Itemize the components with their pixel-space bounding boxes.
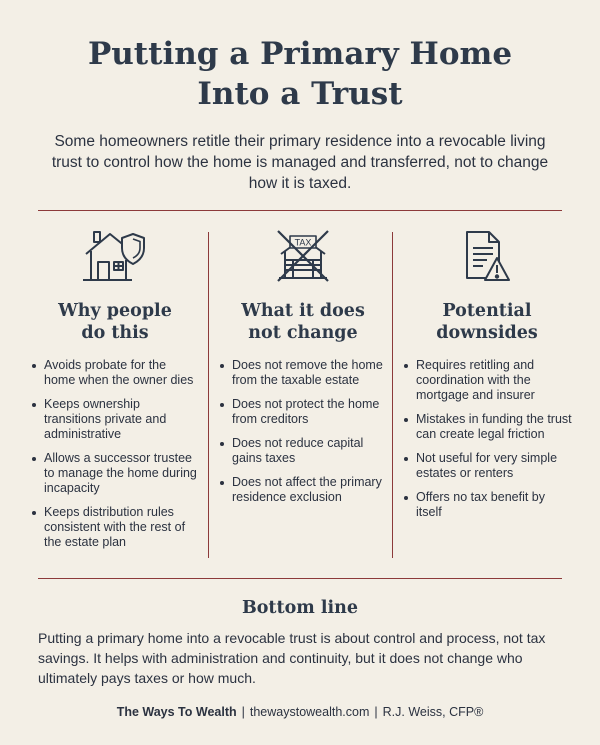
intro-paragraph: Some homeowners retitle their primary residence into a revocable living trust to control how the home is managed and transferred, not to change how it is taxed. (51, 133, 549, 192)
list-item: Does not affect the primary residence exclusion (218, 475, 388, 505)
footer-site: thewaystowealth.com (249, 705, 370, 719)
house-shield-icon (80, 226, 150, 284)
bottom-line-text: Putting a primary home into a revocable trust is about control and process, not tax savings. It helps with administration and continuity, but it does not change who ultimately pays taxes or how much. (38, 630, 546, 686)
tax-crossed-icon (273, 226, 333, 286)
top-divider (38, 210, 562, 211)
title-line-1: Putting a Primary Home (87, 36, 513, 72)
unchanged-list (218, 358, 388, 505)
column-why (30, 226, 200, 559)
reasons-list (30, 358, 200, 550)
list-item: Does not protect the home from creditors (218, 397, 388, 427)
column-heading: What it does not change (241, 301, 365, 343)
list-item: Requires retitling and coordination with the mortgage and insurer (402, 358, 572, 403)
list-item: Keeps ownership transitions private and administrative (30, 397, 200, 442)
footer-brand: The Ways To Wealth (116, 705, 237, 719)
column-divider-1 (208, 232, 209, 558)
list-item: Offers no tax benefit by itself (402, 490, 572, 520)
title-line-2: Into a Trust (197, 76, 403, 112)
list-item: Does not reduce capital gains taxes (218, 436, 388, 466)
column-heading: Potential downsides (436, 301, 538, 343)
tax-icon-label: TAX (294, 237, 312, 248)
bottom-line-heading: Bottom line (241, 598, 359, 618)
footer-separator: | (241, 705, 245, 719)
footer (0, 705, 600, 719)
bottom-divider (38, 578, 562, 579)
document-warning-icon (457, 226, 517, 286)
footer-author: R.J. Weiss, CFP® (382, 705, 484, 719)
list-item: Not useful for very simple estates or renters (402, 451, 572, 481)
list-item: Allows a successor trustee to manage the home during incapacity (30, 451, 200, 496)
page-title (0, 34, 600, 114)
footer-separator: | (374, 705, 378, 719)
list-item: Mistakes in funding the trust can create legal friction (402, 412, 572, 442)
column-divider-2 (392, 232, 393, 558)
column-unchanged (218, 226, 388, 514)
list-item: Keeps distribution rules consistent with the rest of the estate plan (30, 505, 200, 550)
list-item: Does not remove the home from the taxable estate (218, 358, 388, 388)
column-downsides (402, 226, 572, 529)
list-item: Avoids probate for the home when the owner dies (30, 358, 200, 388)
column-heading: Why people do this (58, 301, 172, 343)
downsides-list (402, 358, 572, 520)
